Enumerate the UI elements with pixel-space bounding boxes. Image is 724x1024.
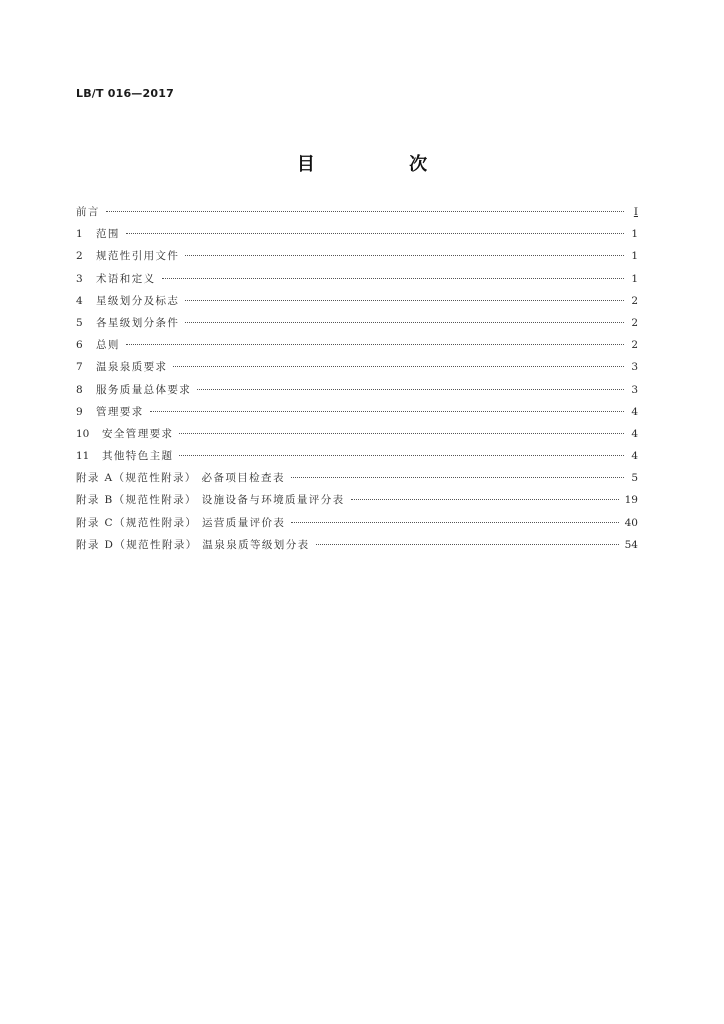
toc-entry-4[interactable] [76, 293, 638, 315]
toc-entry-appendix-c[interactable] [76, 515, 638, 537]
toc-dot-leader [197, 389, 624, 390]
toc-entry-number: 1 [76, 228, 83, 241]
toc-entry-label: 范围 [96, 228, 120, 241]
toc-entry-page: 2 [631, 316, 638, 329]
toc-entry-number: 11 [76, 450, 90, 463]
toc-entry-page: 3 [631, 383, 638, 396]
toc-entry-label: 附录 C（规范性附录） 运营质量评价表 [76, 516, 286, 529]
page-title: 目 次 [296, 154, 472, 175]
toc-entry-2[interactable] [76, 248, 638, 270]
standard-code: LB/T 016—2017 [76, 87, 174, 100]
toc-dot-leader [126, 233, 624, 234]
toc-entry-page: 1 [631, 272, 638, 285]
toc-entry-number: 7 [76, 361, 83, 374]
toc-entry-number: 5 [76, 316, 83, 329]
toc-entry-label: 星级划分及标志 [96, 294, 180, 307]
toc-entry-label: 各星级划分条件 [96, 316, 180, 329]
toc-dot-leader [351, 499, 619, 500]
toc-entry-label: 安全管理要求 [102, 427, 174, 440]
toc-entry-page: 54 [624, 538, 638, 551]
toc-dot-leader [291, 477, 624, 478]
toc-entry-label: 管理要求 [96, 405, 144, 418]
toc-entry-9[interactable] [76, 404, 638, 426]
toc-entry-6[interactable] [76, 337, 638, 359]
toc-dot-leader [179, 433, 624, 434]
toc-entry-page: 2 [631, 339, 638, 352]
toc-entry-page: 19 [624, 494, 638, 507]
toc-dot-leader [126, 344, 624, 345]
toc-entry-label: 前言 [76, 206, 100, 218]
toc-dot-leader [185, 322, 624, 323]
toc-entry-label: 规范性引用文件 [96, 250, 180, 263]
toc-entry-page: 1 [631, 250, 638, 263]
toc-entry-foreword[interactable] [76, 204, 638, 226]
toc-dot-leader [150, 411, 624, 412]
toc-entry-number: 2 [76, 250, 83, 263]
toc-entry-number: 10 [76, 427, 90, 440]
toc-entry-number: 3 [76, 272, 83, 285]
toc-entry-appendix-a[interactable] [76, 470, 638, 492]
toc-entry-8[interactable] [76, 382, 638, 404]
toc-entry-label: 其他特色主题 [102, 450, 174, 463]
toc-dot-leader [173, 366, 624, 367]
toc-entry-page: 2 [631, 294, 638, 307]
toc-entry-5[interactable] [76, 315, 638, 337]
toc-dot-leader [316, 544, 619, 545]
toc-entry-page: 4 [631, 450, 638, 463]
toc-entry-10[interactable] [76, 426, 638, 448]
toc-entry-label: 温泉泉质要求 [96, 361, 168, 374]
toc-dot-leader [291, 522, 618, 523]
toc-dot-leader [185, 300, 624, 301]
toc-entry-page: 40 [624, 516, 638, 529]
toc-entry-label: 总则 [96, 339, 120, 352]
toc-entry-appendix-b[interactable] [76, 492, 638, 514]
toc-entry-page: I [633, 206, 638, 218]
toc-dot-leader [179, 455, 624, 456]
toc-entry-number: 4 [76, 294, 83, 307]
toc-entry-label: 服务质量总体要求 [96, 383, 192, 396]
toc-entry-3[interactable] [76, 271, 638, 293]
toc-entry-label: 附录 A（规范性附录） 必备项目检查表 [76, 472, 285, 485]
toc-entry-number: 9 [76, 405, 83, 418]
toc-dot-leader [106, 211, 624, 212]
toc-entry-label: 附录 B（规范性附录） 设施设备与环境质量评分表 [76, 494, 345, 507]
toc-entry-page: 4 [631, 405, 638, 418]
toc-entry-1[interactable] [76, 226, 638, 248]
toc-entry-number: 8 [76, 383, 83, 396]
toc-entry-page: 4 [631, 427, 638, 440]
toc-dot-leader [185, 255, 624, 256]
toc-entry-11[interactable] [76, 448, 638, 470]
toc-entry-page: 5 [631, 472, 638, 485]
toc-entry-7[interactable] [76, 359, 638, 381]
toc-entry-label: 术语和定义 [96, 272, 156, 285]
toc-entry-appendix-d[interactable] [76, 537, 638, 559]
table-of-contents [76, 204, 638, 559]
toc-entry-label: 附录 D（规范性附录） 温泉泉质等级划分表 [76, 538, 310, 551]
toc-dot-leader [162, 278, 625, 279]
toc-entry-page: 1 [631, 228, 638, 241]
toc-entry-number: 6 [76, 339, 83, 352]
toc-entry-page: 3 [631, 361, 638, 374]
